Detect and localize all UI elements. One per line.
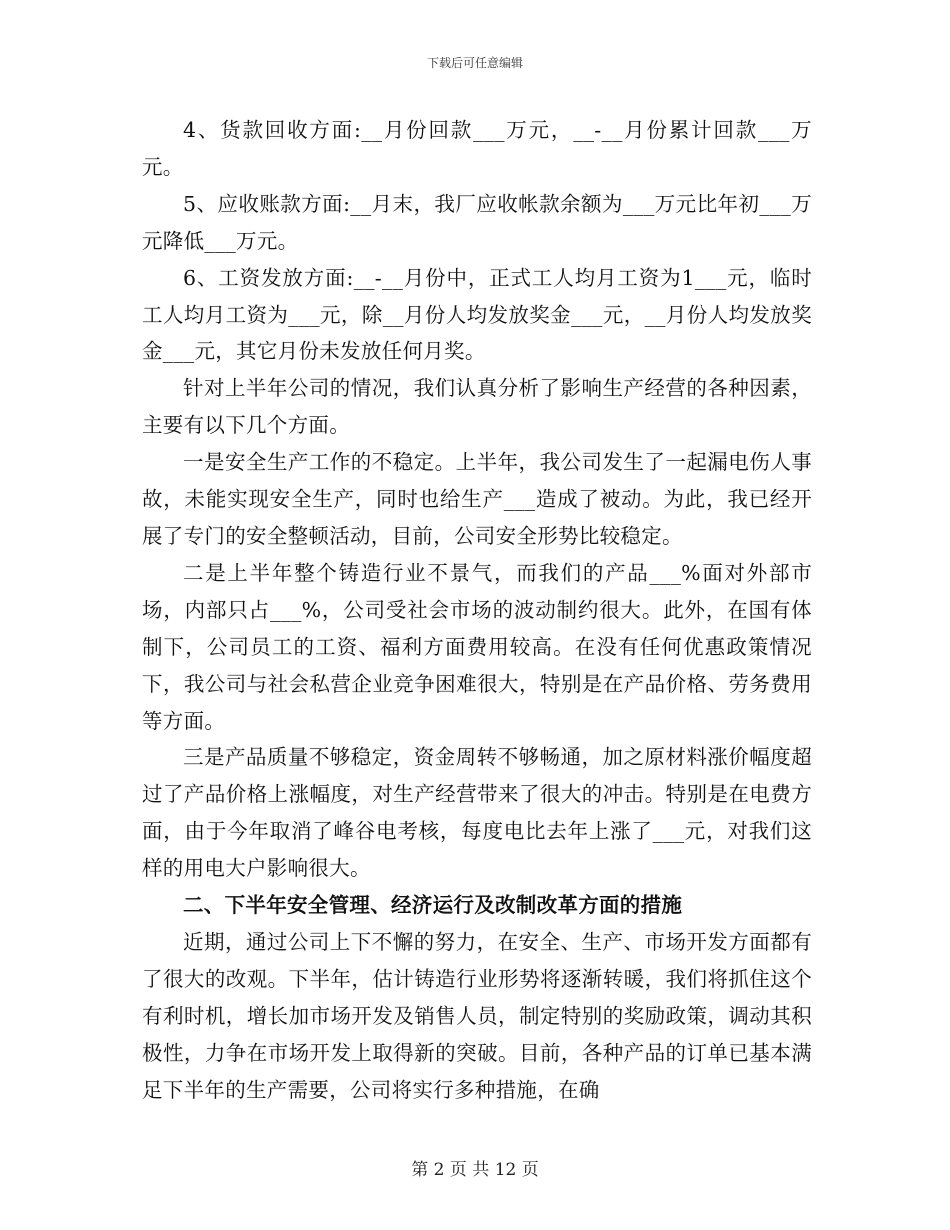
paragraph-recent-progress: 近期，通过公司上下不懈的努力，在安全、生产、市场开发方面都有了很大的改观。下半年，估计铸造行业形势将逐渐转暖，我们将抓住这个有利时机，增长加市场开发及销售人员，制定特别的奖励政策，调动其积极性，力争在市场开发上取得新的突破。目前，各种产品的订单已基本满足下半年的生产需要，公司将实行多种措施，在确 [142, 929, 812, 1102]
document-body [142, 112, 812, 1108]
paragraph-quality-issue: 三是产品质量不够稳定，资金周转不够畅通，加之原材料涨价幅度超过了产品价格上涨幅度，对生产经营带来了很大的冲击。特别是在电费方面，由于今年取消了峰谷电考核，每度电比去年上涨了___元，对我们这样的用电大户影响很大。 [142, 745, 812, 881]
paragraph-accounts-receivable: 5、应收账款方面:__月末，我厂应收帐款余额为___万元比年初___万元降低___万元。 [142, 191, 812, 253]
paragraph-safety-issue: 一是安全生产工作的不稳定。上半年，我公司发生了一起漏电伤人事故，未能实现安全生产，同时也给生产___造成了被动。为此，我已经开展了专门的安全整顿活动，目前，公司安全形势比较稳定。 [142, 450, 812, 548]
page-footer: 第 2 页 共 12 页 [411, 1160, 539, 1180]
paragraph-payment-collection: 4、货款回收方面:__月份回款___万元，__-__月份累计回款___万元。 [142, 118, 812, 179]
paragraph-market-issue: 二是上半年整个铸造行业不景气，而我们的产品___%面对外部市场，内部只占___%，公司受社会市场的波动制约很大。此外，在国有体制下，公司员工的工资、福利方面费用较高。在没有任何优惠政策情况下，我公司与社会私营企业竞争困难很大，特别是在产品价格、劳务费用等方面。 [142, 560, 812, 733]
section-heading: 二、下半年安全管理、经济运行及改制改革方面的措施 [183, 893, 683, 918]
page-header: 下载后可任意编辑 [426, 56, 523, 70]
paragraph-wage-payment: 6、工资发放方面:__-__月份中，正式工人均月工资为1___元，临时工人均月工资为___元，除__月份人均发放奖金___元，__月份人均发放奖金___元，其它月份未发放任何月奖。 [142, 265, 812, 364]
paragraph-analysis-intro: 针对上半年公司的情况，我们认真分析了影响生产经营的各种因素，主要有以下几个方面。 [142, 376, 812, 438]
